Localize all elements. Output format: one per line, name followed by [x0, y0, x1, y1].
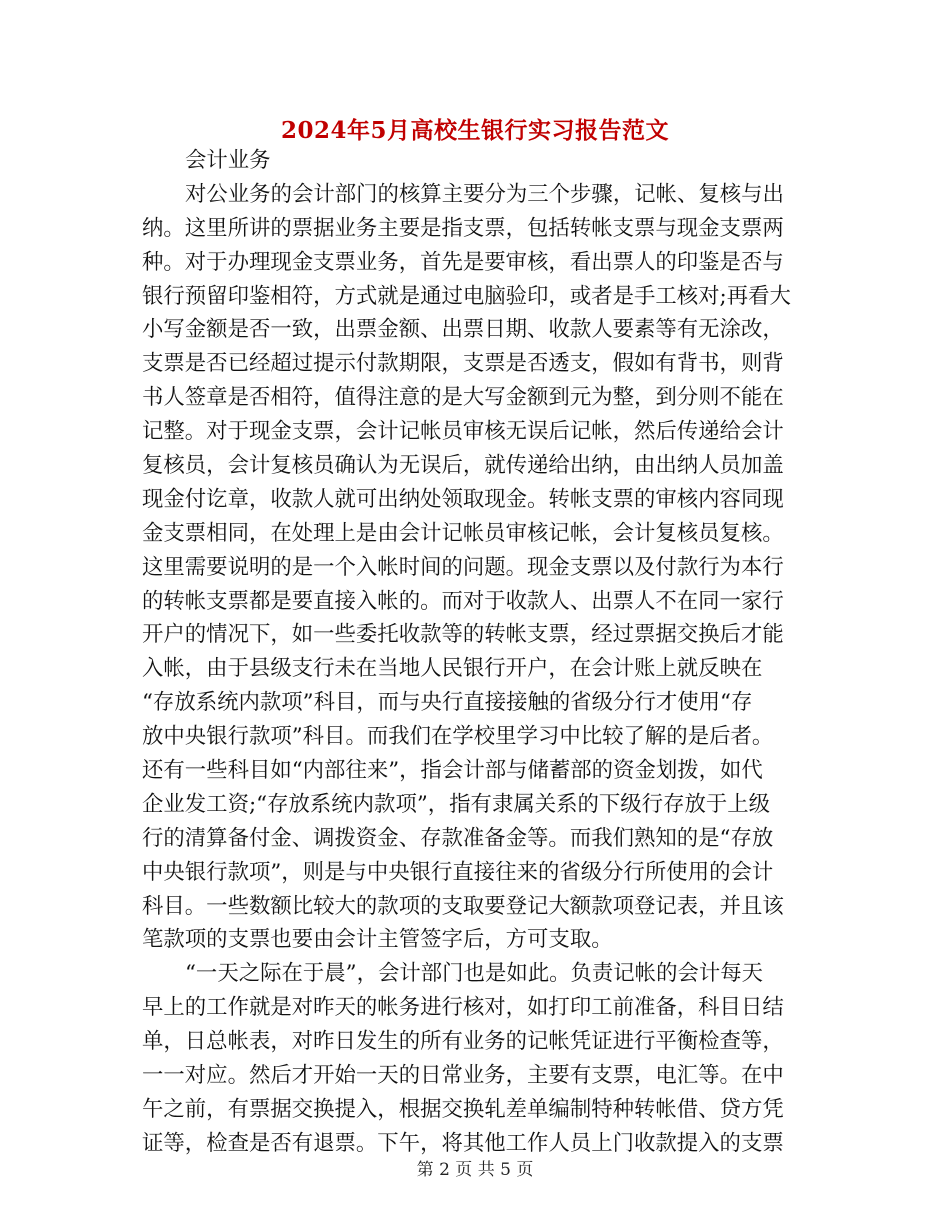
- text-line: 午之前，有票据交换提入，根据交换轧差单编制特种转帐借、贷方凭: [142, 1096, 784, 1122]
- document-body: [142, 144, 808, 1161]
- text-line: 的转帐支票都是要直接入帐的。而对于收款人、出票人不在同一家行: [142, 588, 784, 614]
- text-line: 复核员，会计复核员确认为无误后，就传递给出纳，由出纳人员加盖: [142, 453, 784, 479]
- text-line: 银行预留印鉴相符，方式就是通过电脑验印，或者是手工核对;再看大: [142, 283, 791, 309]
- text-line: 单，日总帐表，对昨日发生的所有业务的记帐凭证进行平衡检查等，: [142, 1029, 784, 1055]
- page-footer: 第 2 页 共 5 页: [416, 1160, 534, 1180]
- text-line: 纳。这里所讲的票据业务主要是指支票，包括转帐支票与现金支票两: [142, 215, 784, 241]
- text-line: 行的清算备付金、调拨资金、存款准备金等。而我们熟知的是“存放: [142, 825, 774, 851]
- document-title: 2024年5月高校生银行实习报告范文: [280, 117, 670, 144]
- text-line: 会计业务: [185, 148, 271, 173]
- text-line: 一一对应。然后才开始一天的日常业务，主要有支票，电汇等。在中: [142, 1063, 784, 1089]
- text-line: 种。对于办理现金支票业务，首先是要审核，看出票人的印鉴是否与: [142, 249, 784, 275]
- text-line: 入帐，由于县级支行未在当地人民银行开户，在会计账上就反映在: [142, 656, 763, 682]
- text-line: “一天之际在于晨”，会计部门也是如此。负责记帐的会计每天: [185, 961, 764, 987]
- text-line: 金支票相同，在处理上是由会计记帐员审核记帐，会计复核员复核。: [142, 520, 784, 546]
- text-line: 证等，检查是否有退票。下午，将其他工作人员上门收款提入的支票: [142, 1130, 784, 1156]
- text-line: 书人签章是否相符，值得注意的是大写金额到元为整，到分则不能在: [142, 385, 784, 411]
- text-line: “存放系统内款项”科目，而与央行直接接触的省级分行才使用“存: [142, 690, 753, 716]
- text-line: 支票是否已经超过提示付款期限，支票是否透支，假如有背书，则背: [142, 351, 784, 377]
- text-line: 现金付讫章，收款人就可出纳处领取现金。转帐支票的审核内容同现: [142, 486, 784, 512]
- text-line: 早上的工作就是对昨天的帐务进行核对，如打印工前准备，科目日结: [142, 995, 784, 1021]
- text-line: 开户的情况下，如一些委托收款等的转帐支票，经过票据交换后才能: [142, 622, 784, 648]
- text-line: 对公业务的会计部门的核算主要分为三个步骤，记帐、复核与出: [185, 181, 784, 207]
- text-line: 小写金额是否一致，出票金额、出票日期、收款人要素等有无涂改，: [142, 317, 784, 343]
- text-line: 笔款项的支票也要由会计主管签字后，方可支取。: [142, 927, 613, 953]
- text-line: 科目。一些数额比较大的款项的支取要登记大额款项登记表，并且该: [142, 893, 784, 919]
- text-line: 记整。对于现金支票，会计记帐员审核无误后记帐，然后传递给会计: [142, 419, 784, 445]
- text-line: 还有一些科目如“内部往来”，指会计部与储蓄部的资金划拨，如代: [142, 758, 763, 784]
- text-line: 中央银行款项”，则是与中央银行直接往来的省级分行所使用的会计: [142, 859, 774, 885]
- text-line: 企业发工资;“存放系统内款项”，指有隶属关系的下级行存放于上级: [142, 791, 771, 817]
- text-line: 这里需要说明的是一个入帐时间的问题。现金支票以及付款行为本行: [142, 554, 784, 580]
- text-line: 放中央银行款项”科目。而我们在学校里学习中比较了解的是后者。: [142, 724, 774, 750]
